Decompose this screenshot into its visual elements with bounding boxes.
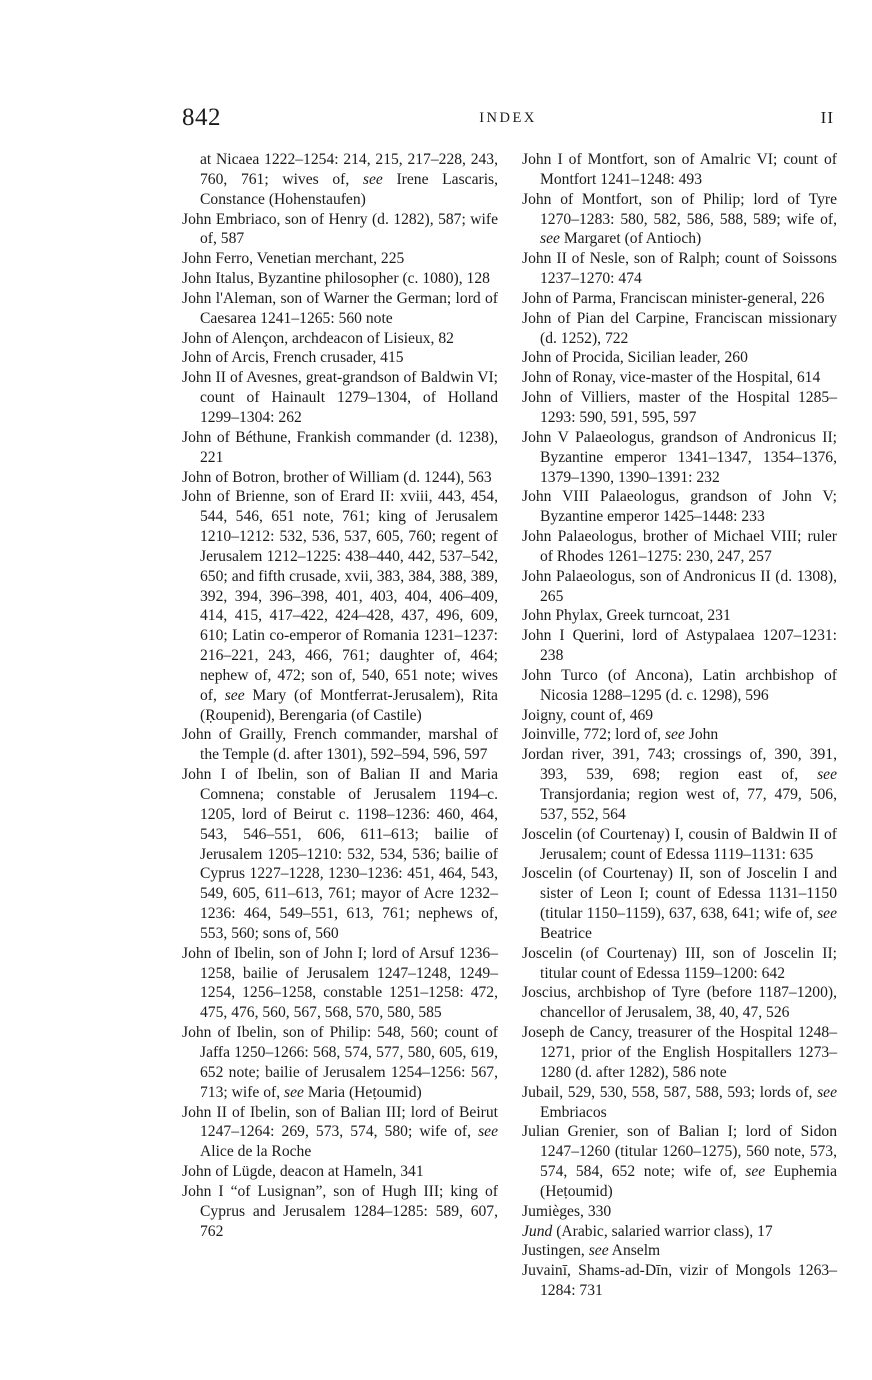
index-entry: John l'Aleman, son of Warner the German; lord of Caesarea 1241–1265: 560 note <box>182 289 498 327</box>
index-entry: John Turco (of Ancona), Latin archbishop of Nicosia 1288–1295 (d. c. 1298), 596 <box>522 666 837 704</box>
index-entry: Joinville, 772; lord of, see John <box>522 726 719 744</box>
index-entry: John II of Ibelin, son of Balian III; lord of Beirut 1247–1264: 269, 573, 574, 580; wife of, see Alice de la Roche <box>182 1103 498 1161</box>
index-entry: John of Parma, Franciscan minister-general, 226 <box>522 289 825 307</box>
page-header <box>182 100 834 136</box>
cross-reference-see: see <box>817 766 837 784</box>
cross-reference-see: see <box>224 686 245 704</box>
index-entry: John of Grailly, French commander, marshal of the Temple (d. after 1301), 592–594, 596, 597 <box>182 726 498 764</box>
cross-reference-see: see <box>478 1123 498 1141</box>
index-entry: John VIII Palaeologus, grandson of John V; Byzantine emperor 1425–1448: 233 <box>522 488 837 526</box>
cross-reference-see: see <box>588 1242 609 1260</box>
index-entry: John of Pian del Carpine, Franciscan missionary (d. 1252), 722 <box>522 309 837 347</box>
index-entry: John II of Avesnes, great-grandson of Baldwin VI; count of Hainault 1279–1304, of Holland 1299–1304: 262 <box>182 369 498 426</box>
index-entry: John of Botron, brother of William (d. 1244), 563 <box>182 468 492 486</box>
index-entry: John II of Nesle, son of Ralph; count of Soissons 1237–1270: 474 <box>522 250 837 288</box>
cross-reference-see: see <box>745 1163 766 1181</box>
index-entry: Juvainī, Shams-ad-Dīn, vizir of Mongols 1263–1284: 731 <box>522 1262 837 1300</box>
cross-reference-see: see <box>284 1083 304 1101</box>
cross-reference-see: see <box>817 905 837 923</box>
cross-reference-see: see <box>817 1083 837 1101</box>
index-entry: Joscelin (of Courtenay) I, cousin of Baldwin II of Jerusalem; count of Edessa 1119–1131: 635 <box>522 825 837 863</box>
index-entry: Jund (Arabic, salaried warrior class), 17 <box>522 1222 773 1240</box>
index-entry: at Nicaea 1222–1254: 214, 215, 217–228, 243, 760, 761; wives of, see Irene Lascaris, Constance (Hohenstaufen) <box>200 151 499 208</box>
index-entry: John Palaeologus, son of Andronicus II (d. 1308), 265 <box>522 567 837 605</box>
index-entry: John Italus, Byzantine philosopher (c. 1080), 128 <box>182 270 490 288</box>
index-entry: Jordan river, 391, 743; crossings of, 390, 391, 393, 539, 698; region east of, see Transjordania; region west of, 77, 479, 506, 537, 552, 564 <box>522 746 837 823</box>
volume-number: II <box>820 108 834 127</box>
italic-headword: Jund <box>522 1222 553 1240</box>
index-entry: John I of Ibelin, son of Balian II and Maria Comnena; constable of Jerusalem 1194–c. 1205, lord of Beirut c. 1198–1236: 460, 464, 543, 546–551, 606, 611–613; bailie of Jerusalem 1205–1210: 532, 534, 536; bailie of Cyprus 1227–1228, 1230–1236: 451, 464, 543, 549, 605, 611–613, 761; mayor of Acre 1232–1236: 464, 549–551, 613, 761; nephews of, 553, 560; sons of, 560 <box>182 766 498 942</box>
index-entry: John I Querini, lord of Astypalaea 1207–1231: 238 <box>522 627 837 665</box>
index-entry: John Palaeologus, brother of Michael VIII; ruler of Rhodes 1261–1275: 230, 247, 257 <box>522 528 837 565</box>
index-entry: John I of Montfort, son of Amalric VI; count of Montfort 1241–1248: 493 <box>522 151 837 188</box>
index-entry: Jumièges, 330 <box>522 1202 612 1220</box>
cross-reference-see: see <box>664 726 685 744</box>
index-entry: John of Lügde, deacon at Hameln, 341 <box>182 1163 424 1181</box>
index-entry: John of Alençon, archdeacon of Lisieux, 82 <box>182 329 454 347</box>
page-number: 842 <box>182 104 221 131</box>
index-entry: Joigny, count of, 469 <box>522 706 654 724</box>
index-entry: Joscius, archbishop of Tyre (before 1187–1200), chancellor of Jerusalem, 38, 40, 47, 526 <box>522 984 837 1022</box>
index-column-right <box>522 150 837 1301</box>
index-entry: John of Ibelin, son of Philip: 548, 560; count of Jaffa 1250–1266: 568, 574, 577, 580, 605, 619, 652 note; bailie of Jerusalem 1254–1256: 567, 713; wife of, see Maria (Heṭoumid) <box>182 1024 498 1101</box>
index-entry: John V Palaeologus, grandson of Andronicus II; Byzantine emperor 1341–1347, 1354–1376, 1379–1390, 1390–1391: 232 <box>522 428 837 486</box>
running-head: INDEX <box>479 110 537 126</box>
index-entry: John Phylax, Greek turncoat, 231 <box>522 607 731 625</box>
index-entry: Joscelin (of Courtenay) III, son of Joscelin II; titular count of Edessa 1159–1200: 642 <box>522 944 837 982</box>
index-column-left <box>182 150 498 1241</box>
index-entry: John of Ibelin, son of John I; lord of Arsuf 1236–1258, bailie of Jerusalem 1247–1248, 1249–1254, 1256–1258, constable 1251–1258: 472, 475, 476, 560, 567, 568, 570, 580, 585 <box>182 944 498 1022</box>
index-entry: John of Montfort, son of Philip; lord of Tyre 1270–1283: 580, 582, 586, 588, 589; wife of, see Margaret (of Antioch) <box>522 190 837 248</box>
index-entry: John of Ronay, vice-master of the Hospital, 614 <box>522 369 821 387</box>
index-entry: Jubail, 529, 530, 558, 587, 588, 593; lords of, see Embriacos <box>522 1083 837 1121</box>
cross-reference-see: see <box>362 170 383 188</box>
index-entry: John of Béthune, Frankish commander (d. 1238), 221 <box>182 428 498 466</box>
index-entry: John of Arcis, French crusader, 415 <box>182 349 404 367</box>
cross-reference-see: see <box>540 230 560 248</box>
index-entry: John of Procida, Sicilian leader, 260 <box>522 349 748 367</box>
index-entry: John Ferro, Venetian merchant, 225 <box>182 250 405 268</box>
index-entry: Julian Grenier, son of Balian I; lord of Sidon 1247–1260 (titular 1260–1275), 560 note, 573, 574, 584, 652 note; wife of, see Euphemia (Heṭoumid) <box>522 1123 837 1200</box>
index-entry: Joscelin (of Courtenay) II, son of Joscelin I and sister of Leon I; count of Edessa 1131–1150 (titular 1150–1159), 637, 638, 641; wife of, see Beatrice <box>522 865 837 942</box>
index-entry: John of Brienne, son of Erard II: xviii, 443, 454, 544, 546, 651 note, 761; king of Jerusalem 1210–1212: 532, 536, 537, 605, 760; regent of Jerusalem 1212–1225: 438–440, 442, 537–542, 650; and fifth crusade, xvii, 383, 384, 388, 389, 392, 394, 396–398, 401, 403, 404, 406–409, 414, 415, 417–422, 424–428, 437, 496, 609, 610; Latin co-emperor of Romania 1231–1237: 216–221, 243, 466, 761; daughter of, 464; nephew of, 472; son of, 540, 651 note; wives of, see Mary (of Montferrat-Jerusalem), Rita (Ṛoupenid), Berengaria (of Castile) <box>182 488 498 724</box>
index-entry: Joseph de Cancy, treasurer of the Hospital 1248–1271, prior of the English Hospitallers 1273–1280 (d. after 1282), 586 note <box>522 1024 837 1081</box>
index-entry: John I “of Lusignan”, son of Hugh III; king of Cyprus and Jerusalem 1284–1285: 589, 607, 762 <box>182 1182 498 1240</box>
index-entry: John Embriaco, son of Henry (d. 1282), 587; wife of, 587 <box>182 210 498 248</box>
index-entry: Justingen, see Anselm <box>522 1242 661 1260</box>
index-entry: John of Villiers, master of the Hospital 1285–1293: 590, 591, 595, 597 <box>522 389 837 426</box>
